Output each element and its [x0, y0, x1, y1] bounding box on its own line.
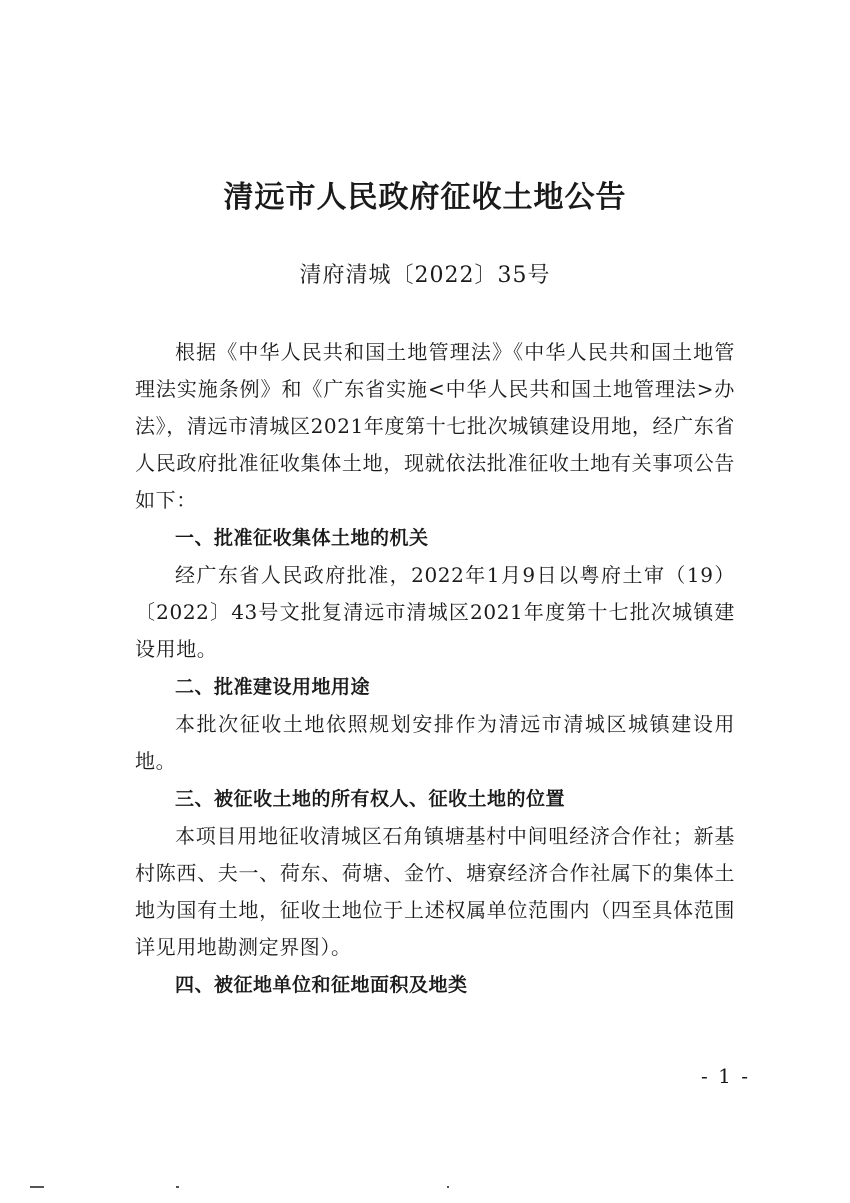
section-heading-2: 二、批准建设用地用途	[175, 676, 371, 698]
section-heading-1: 一、批准征收集体土地的机关	[175, 527, 429, 549]
notice-title: 清远市人民政府征收土地公告	[223, 180, 627, 215]
page-number: - 1 -	[701, 1064, 750, 1088]
scan-speck	[447, 1186, 449, 1188]
section-text-3: 本项目用地征收清城区石角镇塘基村中间咀经济合作社；新基村陈西、夫一、荷东、荷塘、金竹、塘寮经济合作社属下的集体土地为国有土地，征收土地位于上述权属单位范围内（四至具体范围详见用地勘测定界图）。	[135, 824, 735, 959]
scan-speck	[30, 1186, 44, 1188]
section-heading-4: 四、被征地单位和征地面积及地类	[175, 974, 468, 996]
scan-speck	[176, 1186, 179, 1188]
section-heading-3: 三、被征收土地的所有权人、征收土地的位置	[175, 788, 566, 810]
section-text-1: 经广东省人民政府批准，2022年1月9日以粤府土审（19）〔2022〕43号文批复清远市清城区2021年度第十七批次城镇建设用地。	[135, 563, 735, 661]
document-number: 清府清城〔2022〕35号	[299, 263, 551, 288]
section-text-2: 本批次征收土地依照规划安排作为清远市清城区城镇建设用地。	[135, 712, 735, 773]
notice-body	[135, 334, 735, 1004]
intro-paragraph: 根据《中华人民共和国土地管理法》《中华人民共和国土地管理法实施条例》和《广东省实施<中华人民共和国土地管理法>办法》，清远市清城区2021年度第十七批次城镇建设用地，经广东省人民政府批准征收集体土地，现就依法批准征收土地有关事项公告如下：	[135, 340, 735, 512]
